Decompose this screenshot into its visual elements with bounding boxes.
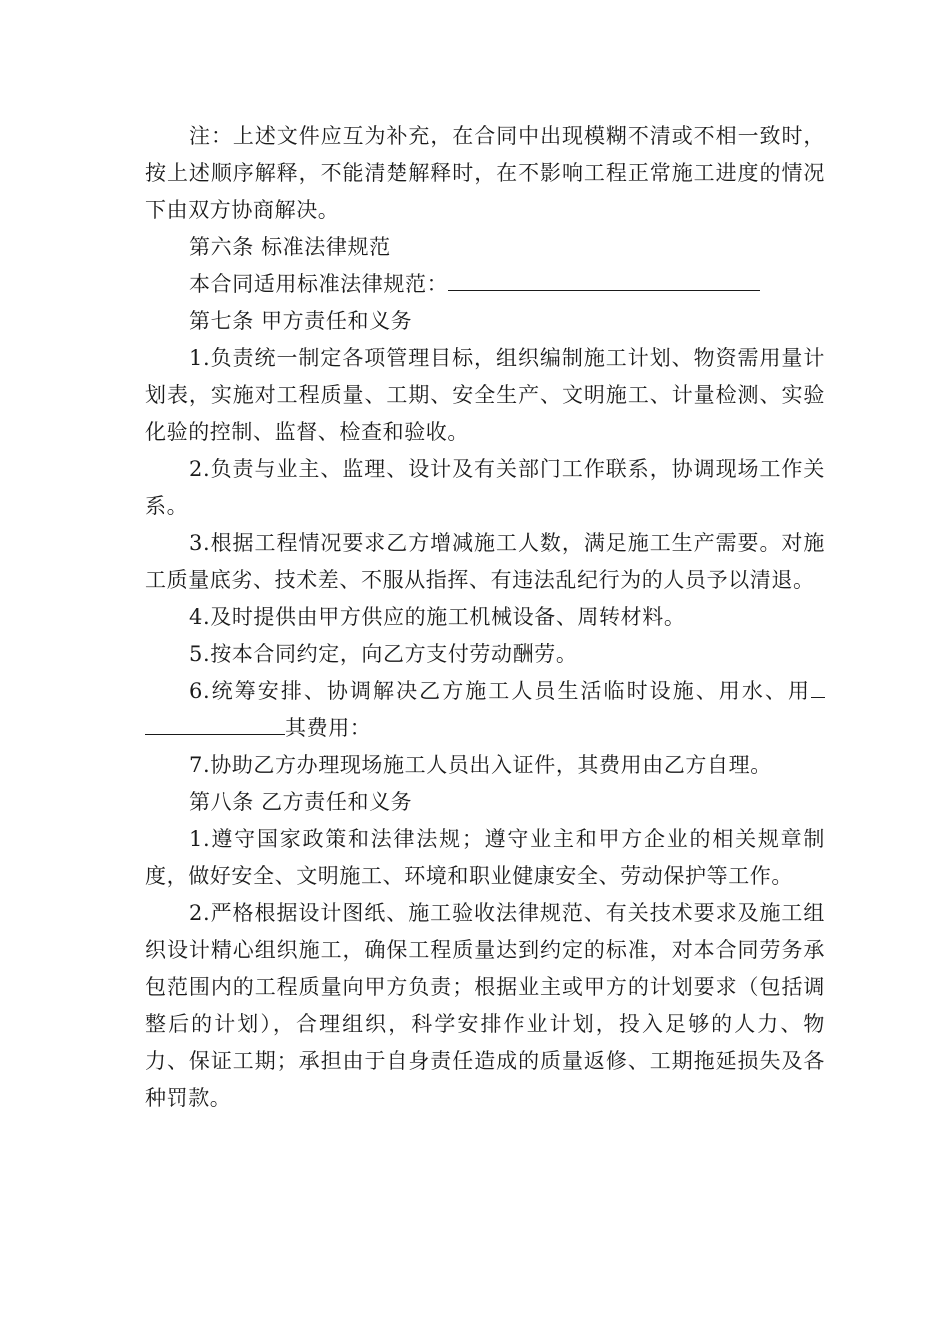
fill-in-blank (448, 266, 760, 291)
article-8-heading: 第八条 乙方责任和义务 (189, 790, 413, 814)
article-6-text (145, 266, 825, 303)
fill-in-blank (145, 710, 285, 735)
article-7-item-2: 2.负责与业主、监理、设计及有关部门工作联系，协调现场工作关系。 (145, 457, 825, 518)
article-7-item-5: 5.按本合同约定，向乙方支付劳动酬劳。 (189, 642, 578, 666)
article-7-item-3: 3.根据工程情况要求乙方增减施工人数，满足施工生产需要。对施工质量底劣、技术差、不服从指挥、有违法乱纪行为的人员予以清退。 (145, 531, 825, 592)
article-6-heading: 第六条 标准法律规范 (189, 235, 391, 259)
article-8-item-2: 2.严格根据设计图纸、施工验收法律规范、有关技术要求及施工组织设计精心组织施工，确保工程质量达到约定的标准，对本合同劳务承包范围内的工程质量向甲方负责；根据业主或甲方的计划要求（包括调整后的计划），合理组织，科学安排作业计划，投入足够的人力、物力、保证工期；承担由于自身责任造成的质量返修、工期拖延损失及各种罚款。 (145, 901, 825, 1110)
article-7-item-1: 1.负责统一制定各项管理目标，组织编制施工计划、物资需用量计划表，实施对工程质量、工期、安全生产、文明施工、计量检测、实验化验的控制、监督、检查和验收。 (145, 346, 825, 444)
article-8-item-1: 1.遵守国家政策和法律法规；遵守业主和甲方企业的相关规章制度，做好安全、文明施工、环境和职业健康安全、劳动保护等工作。 (145, 827, 825, 888)
article-7-item-4: 4.及时提供由甲方供应的施工机械设备、周转材料。 (189, 605, 686, 629)
article-7-item-6 (145, 673, 825, 747)
article-7-item-7: 7.协助乙方办理现场施工人员出入证件，其费用由乙方自理。 (189, 753, 772, 777)
note-paragraph: 注：上述文件应互为补充，在合同中出现模糊不清或不相一致时，按上述顺序解释，不能清楚解释时，在不影响工程正常施工进度的情况下由双方协商解决。 (145, 124, 825, 222)
article-6-label: 本合同适用标准法律规范： (189, 272, 449, 296)
fill-in-blank (811, 673, 825, 698)
document-body (145, 118, 825, 1117)
article-7-item-6-end: 其费用： (285, 716, 372, 740)
article-7-heading: 第七条 甲方责任和义务 (189, 309, 413, 333)
article-7-item-6-start: 6.统筹安排、协调解决乙方施工人员生活临时设施、用水、用 (189, 679, 811, 703)
